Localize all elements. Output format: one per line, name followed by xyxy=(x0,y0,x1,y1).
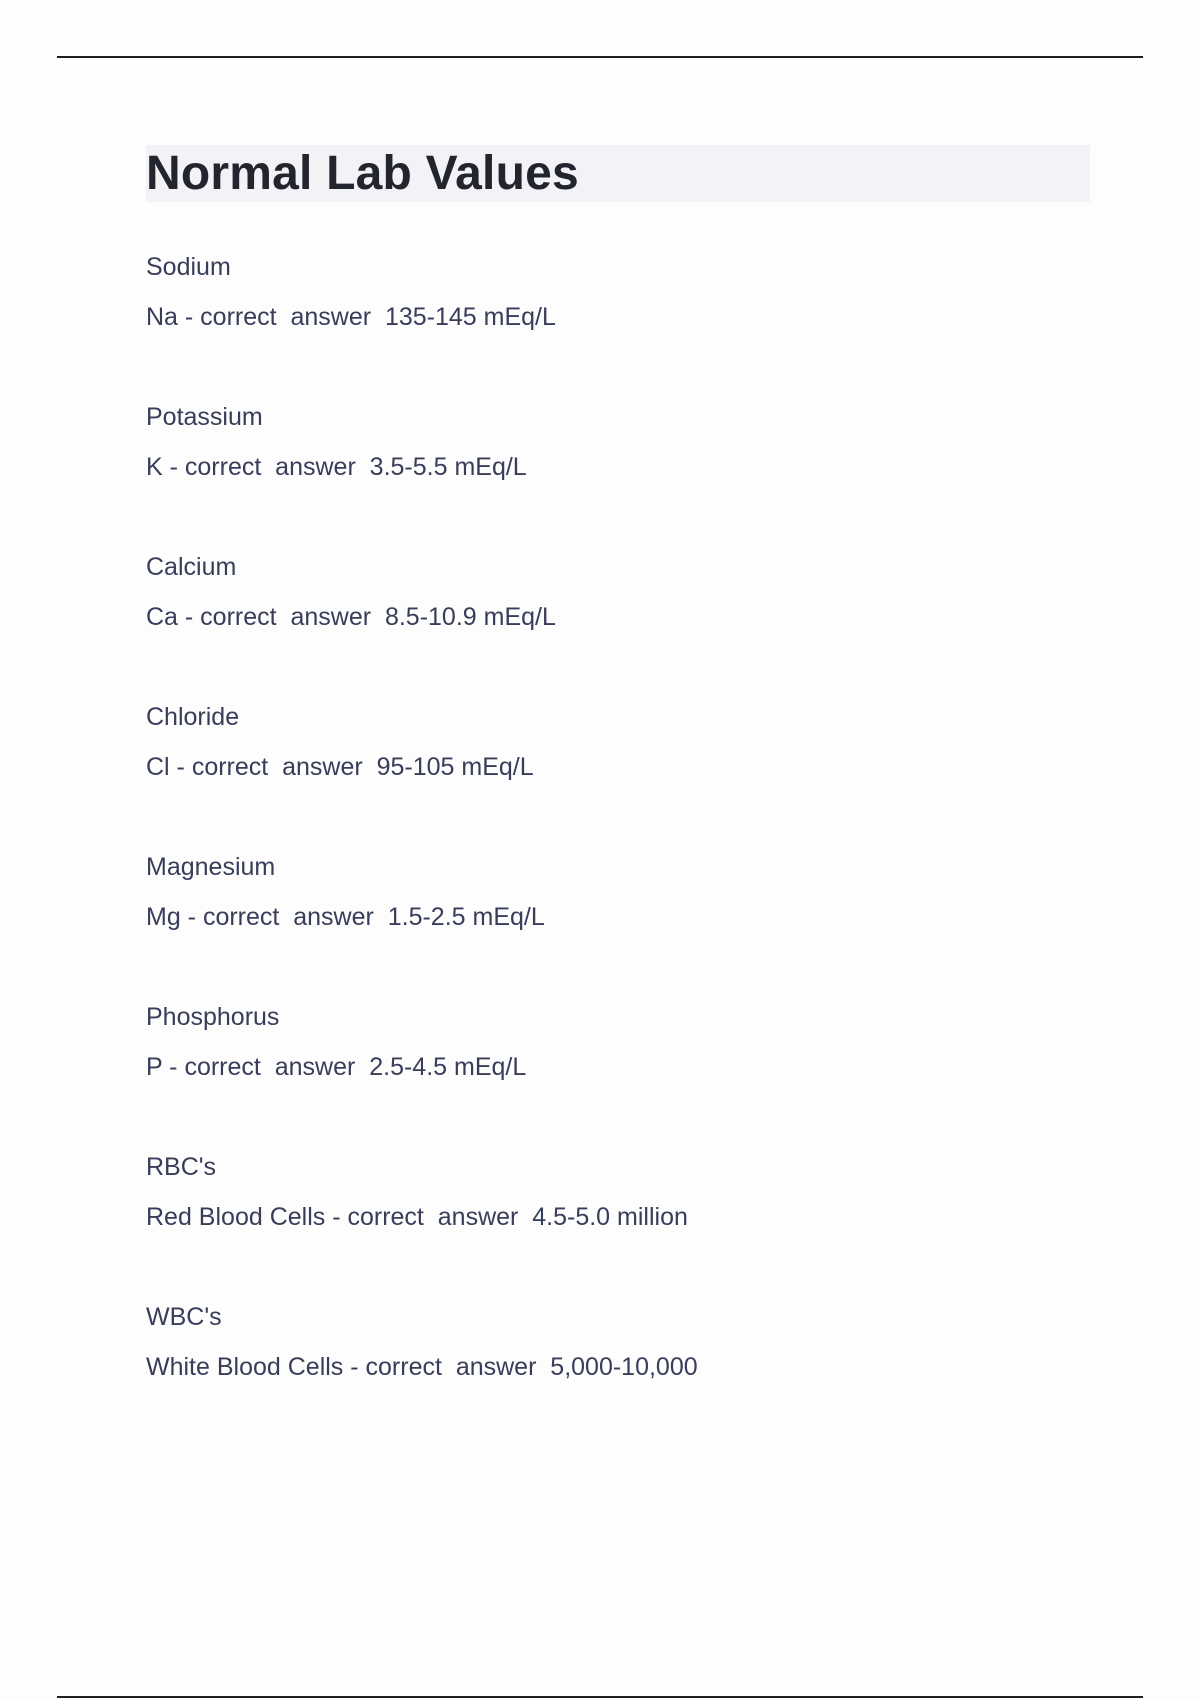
flashcard-answer: Ca - correct answer 8.5-10.9 mEq/L xyxy=(146,603,556,631)
flashcard-entry xyxy=(146,700,1096,850)
flashcard-term: Potassium xyxy=(146,403,263,431)
header-rule xyxy=(57,56,1143,58)
flashcard-term: WBC's xyxy=(146,1303,222,1331)
flashcard-entry xyxy=(146,1150,1096,1300)
flashcard-list xyxy=(146,250,1096,1450)
flashcard-entry xyxy=(146,400,1096,550)
footer-rule xyxy=(57,1696,1143,1698)
flashcard-answer: Mg - correct answer 1.5-2.5 mEq/L xyxy=(146,903,545,931)
flashcard-entry xyxy=(146,550,1096,700)
flashcard-answer: Cl - correct answer 95-105 mEq/L xyxy=(146,753,534,781)
flashcard-term: Chloride xyxy=(146,703,240,731)
flashcard-term: Phosphorus xyxy=(146,1003,280,1031)
flashcard-entry xyxy=(146,850,1096,1000)
flashcard-term: Sodium xyxy=(146,253,231,281)
flashcard-term: RBC's xyxy=(146,1153,217,1181)
flashcard-entry xyxy=(146,1300,1096,1450)
flashcard-entry xyxy=(146,250,1096,400)
flashcard-entry xyxy=(146,1000,1096,1150)
flashcard-answer: Na - correct answer 135-145 mEq/L xyxy=(146,303,556,331)
flashcard-answer: Red Blood Cells - correct answer 4.5-5.0 million xyxy=(146,1203,688,1231)
flashcard-answer: K - correct answer 3.5-5.5 mEq/L xyxy=(146,453,527,481)
flashcard-term: Magnesium xyxy=(146,853,276,881)
document-title: Normal Lab Values xyxy=(146,147,579,200)
flashcard-answer: P - correct answer 2.5-4.5 mEq/L xyxy=(146,1053,527,1081)
flashcard-answer: White Blood Cells - correct answer 5,000-10,000 xyxy=(146,1353,698,1381)
flashcard-term: Calcium xyxy=(146,553,237,581)
